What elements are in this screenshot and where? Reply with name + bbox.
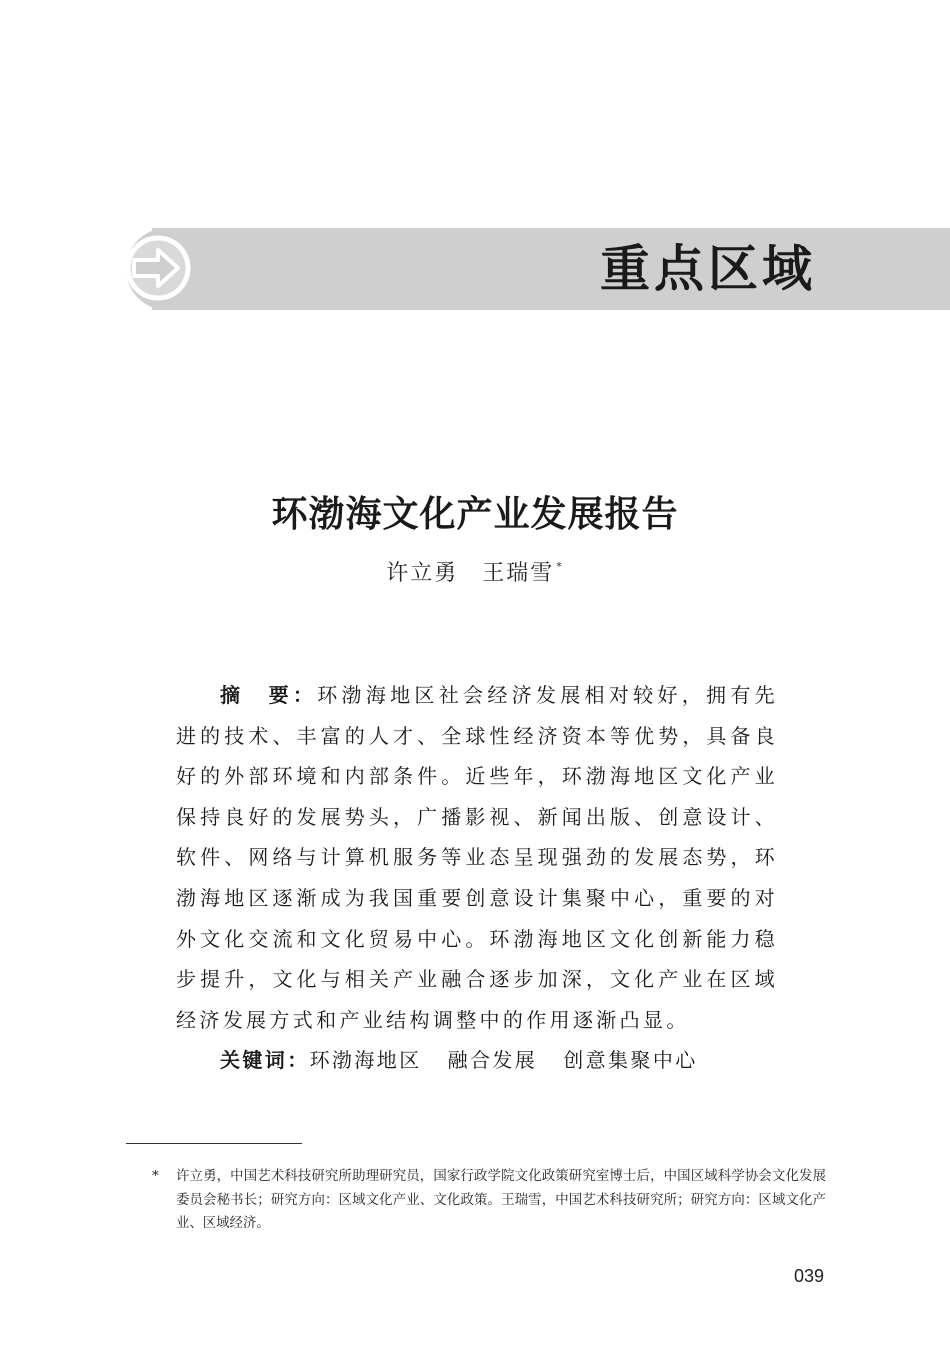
keywords <box>220 1040 724 1080</box>
keywords-label: 关键词： <box>220 1048 310 1072</box>
article-authors <box>0 556 950 587</box>
abstract <box>176 675 778 1040</box>
author-footnote-mark: * <box>556 560 564 573</box>
keyword-item: 融合发展 <box>447 1048 538 1072</box>
author-names: 许立勇 王瑞雪 <box>386 561 555 586</box>
keyword-item: 环渤海地区 <box>309 1048 422 1072</box>
abstract-text: 环渤海地区社会经济发展相对较好，拥有先进的技术、丰富的人才、全球性经济资本等优势，具备良好的外部环境和内部条件。近些年，环渤海地区文化产业保持良好的发展势头，广播影视、新闻出版、创意设计、软件、网络与计算机服务等业态呈现强劲的发展态势，环渤海地区逐渐成为我国重要创意设计集聚中心，重要的对外文化交流和文化贸易中心。环渤海地区文化创新能力稳步提升，文化与相关产业融合逐步加深，文化产业在区域经济发展方式和产业结构调整中的作用逐渐凸显。 <box>176 683 778 1032</box>
section-title: 重点区域 <box>600 239 816 298</box>
section-band <box>152 228 950 310</box>
article-title: 环渤海文化产业发展报告 <box>271 494 679 535</box>
footnote <box>152 1165 826 1236</box>
footnote-divider <box>126 1143 302 1144</box>
footnote-text: 许立勇，中国艺术科技研究所助理研究员，国家行政学院文化政策研究室博士后，中国区域科学协会文化发展委员会秘书长；研究方向：区域文化产业、文化政策。王瑞雪，中国艺术科技研究所；研究方向：区域文化产业、区域经济。 <box>176 1169 826 1232</box>
keyword-item: 创意集聚中心 <box>563 1048 698 1072</box>
page-number: 039 <box>793 1266 824 1286</box>
abstract-label: 摘 要： <box>220 683 318 707</box>
footnote-mark: * <box>152 1169 159 1184</box>
arrow-right-circle-icon <box>124 234 192 302</box>
